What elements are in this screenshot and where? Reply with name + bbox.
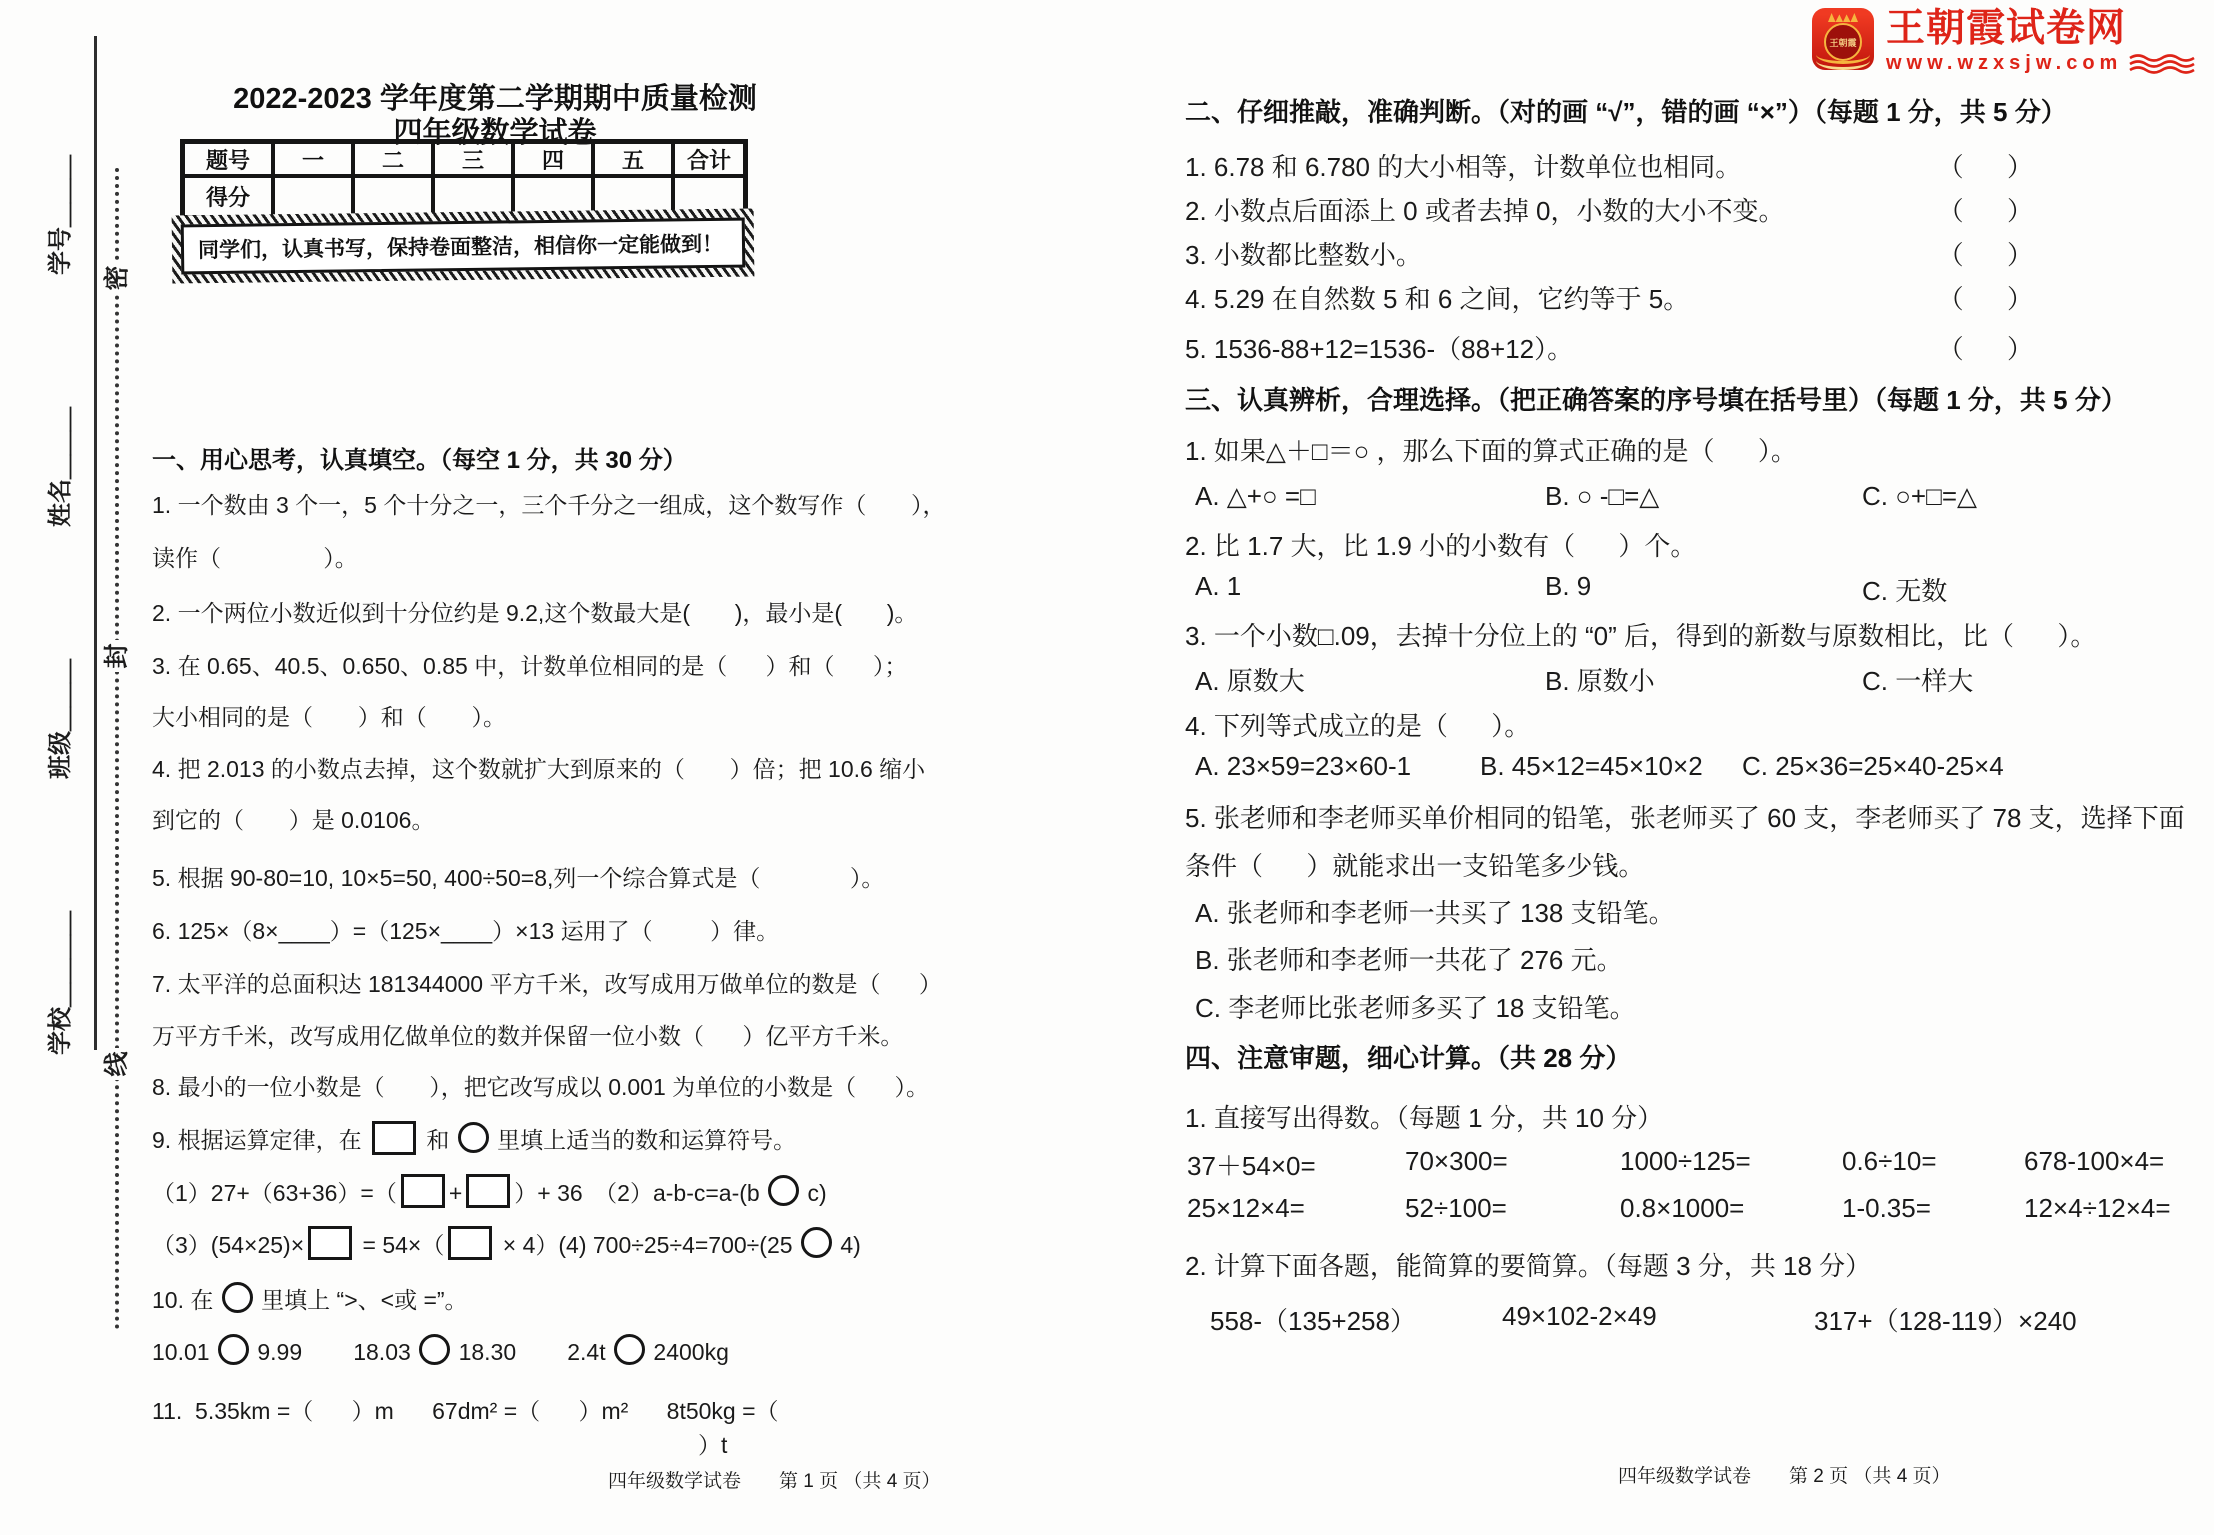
answer-blank: （ ）	[1937, 196, 2033, 226]
fill-q4-line1: 4. 把 2.013 的小数点去掉，这个数就扩大到原来的（ ）倍；把 10.6 缩小	[152, 756, 926, 782]
footer-doc-title: 四年级数学试卷	[608, 1471, 742, 1492]
choice-q4-stem: 4. 下列等式成立的是（ ）。	[1185, 711, 1531, 741]
math-expression: 37＋54×0=	[1187, 1151, 1316, 1181]
fill-q10-intro	[152, 1282, 468, 1315]
section1-heading: 一、用心思考，认真填空。（每空 1 分，共 30 分）	[152, 447, 687, 474]
calc-part1-label: 1. 直接写出得数。（每题 1 分，共 10 分）	[1185, 1103, 1664, 1133]
choice-q5-option-c: C. 李老师比张老师多买了 18 支铅笔。	[1195, 993, 1636, 1023]
math-expression: 1000÷125=	[1620, 1146, 1751, 1176]
choice-q3-stem: 3. 一个小数□.09，去掉十分位上的 “0” 后，得到的新数与原数相比，比（ ）。	[1185, 621, 2097, 651]
math-expression: 70×300=	[1405, 1146, 1508, 1176]
q9-row1-text: +	[448, 1180, 463, 1206]
circle-blank-icon	[222, 1282, 253, 1313]
fill-q3-line1: 3. 在 0.65、40.5、0.650、0.85 中，计数单位相同的是（ ）和（ ）；	[152, 653, 908, 679]
judge-item	[1185, 235, 2033, 272]
choice-q1-options	[1185, 481, 2145, 512]
choice-q5-line1: 5. 张老师和李老师买单价相同的铅笔，张老师买了 60 支，李老师买了 78 支，选择下面	[1185, 803, 2185, 833]
circle-blank-icon	[458, 1122, 489, 1153]
math-expression: 558-（135+258）	[1210, 1306, 1416, 1336]
choice-q5-option-a: A. 张老师和李老师一共买了 138 支铅笔。	[1195, 898, 1675, 928]
q10-intro-text: 10. 在	[152, 1287, 220, 1313]
square-blank-icon	[372, 1121, 416, 1155]
choice-q5-option-b: B. 张老师和李老师一共花了 276 元。	[1195, 945, 1623, 975]
footer-doc-title: 四年级数学试卷	[1618, 1466, 1752, 1487]
exam-title-line2: 四年级数学试卷	[393, 117, 597, 149]
fill-q4-line2: 到它的（ ）是 0.0106。	[152, 807, 435, 833]
school-field: 学校＿＿＿＿	[46, 911, 74, 1055]
judge-text: 5. 1536-88+12=1536-（88+12）。	[1185, 334, 1574, 364]
choice-q2-stem: 2. 比 1.7 大，比 1.9 小的小数有（ ）个。	[1185, 531, 1697, 561]
math-expression: 317+（128-119）×240	[1814, 1306, 2077, 1336]
math-expression: 678-100×4=	[2024, 1146, 2165, 1176]
score-table-header-cell: 五	[593, 142, 673, 176]
fill-q6: 6. 125×（8×____）=（125×____）×13 运用了（ ）律。	[152, 918, 780, 944]
choice-q2-options	[1185, 571, 2145, 608]
answer-blank: （ ）	[1937, 284, 2033, 314]
score-table-header-cell: 题号	[183, 142, 273, 176]
footer-page-number: 第 1 页 （共 4 页）	[779, 1471, 941, 1492]
judge-item	[1185, 329, 2033, 366]
square-blank-icon	[466, 1174, 510, 1208]
choice-q1-stem: 1. 如果△＋□＝○ ，那么下面的算式正确的是（ ）。	[1185, 436, 1797, 466]
notice-text: 同学们，认真书写，保持卷面整洁，相信你一定能做到！	[181, 218, 746, 275]
option-a: A. 1	[1195, 571, 1242, 601]
square-blank-icon	[448, 1226, 492, 1260]
fill-q9-intro	[152, 1121, 796, 1155]
seal-dotted-line	[115, 168, 119, 1330]
fill-q11-tail: ）t	[698, 1432, 728, 1458]
q10-compare-text: 2400kg	[647, 1339, 729, 1365]
judge-item	[1185, 191, 2033, 228]
judge-text: 4. 5.29 在自然数 5 和 6 之间，它约等于 5。	[1185, 284, 1690, 314]
q9-row1-text: （1）27+（63+36）=（	[152, 1180, 397, 1206]
square-blank-icon	[308, 1226, 352, 1260]
q10-compare-text: 9.99 18.03	[250, 1339, 418, 1365]
answer-blank: （ ）	[1937, 152, 2033, 182]
score-table-header-cell: 三	[433, 142, 513, 176]
math-expression: 25×12×4=	[1187, 1193, 1305, 1223]
fill-q5: 5. 根据 90-80=10, 10×5=50, 400÷50=8,列一个综合算式是（ ）。	[152, 865, 885, 891]
simplify-expressions-row	[1185, 1301, 2160, 1338]
option-b: B. 9	[1545, 571, 1592, 601]
q9-intro-text: 里填上适当的数和运算符号。	[490, 1127, 797, 1153]
judge-text: 1. 6.78 和 6.780 的大小相等，计数单位也相同。	[1185, 152, 1742, 182]
q10-compare-text: 18.30 2.4t	[452, 1339, 613, 1365]
q9-row2-text: 4)	[833, 1232, 861, 1258]
score-table-header-cell: 一	[273, 142, 353, 176]
score-table-header-cell: 二	[353, 142, 433, 176]
score-table-header-cell: 四	[513, 142, 593, 176]
judge-item	[1185, 279, 2033, 316]
fill-q8: 8. 最小的一位小数是（ ），把它改写成以 0.001 为单位的小数是（ ）。	[152, 1074, 929, 1100]
site-name: 王朝霞试卷网	[1886, 7, 2127, 50]
option-b: B. 45×12=45×10×2	[1480, 751, 1703, 781]
seal-char-xian: 线	[101, 1048, 133, 1080]
notice-box	[172, 208, 755, 283]
section2-heading: 二、仔细推敲，准确判断。（对的画 “√”，错的画 “×”）（每题 1 分，共 5 分）	[1185, 97, 2067, 127]
exam-title-line1: 2022-2023 学年度第二学期期中质量检测	[233, 83, 757, 115]
q9-row1-text: ）+ 36 （2）a-b-c=a-(b	[514, 1180, 767, 1206]
circle-blank-icon	[801, 1227, 832, 1258]
fill-q3-line2: 大小相同的是（ ）和（ ）。	[152, 704, 506, 730]
circle-blank-icon	[419, 1334, 450, 1365]
judge-text: 3. 小数都比整数小。	[1185, 240, 1422, 270]
choice-q4-options	[1185, 751, 2145, 782]
option-b: B. ○ -□=△	[1545, 481, 1660, 511]
math-expression: 1-0.35=	[1842, 1193, 1931, 1223]
option-c: C. 无数	[1862, 576, 1948, 606]
square-blank-icon	[401, 1174, 445, 1208]
score-empty-cell	[273, 176, 353, 217]
fill-q1-line1: 1. 一个数由 3 个一，5 个十分之一，三个千分之一组成，这个数写作（ ），	[152, 492, 946, 518]
student-info-fields	[40, 155, 74, 1055]
answer-blank: （ ）	[1937, 240, 2033, 270]
q9-row2-text: × 4）(4) 700÷25÷4=700÷(25	[496, 1232, 799, 1258]
exam-page-1	[150, 0, 946, 1535]
medal-icon: 王朝霞	[1824, 23, 1862, 61]
option-c: C. 25×36=25×40-25×4	[1742, 751, 2004, 781]
page1-footer	[608, 1466, 941, 1493]
math-expression: 0.6÷10=	[1842, 1146, 1937, 1176]
score-label-cell: 得分	[183, 176, 273, 217]
math-expression: 0.8×1000=	[1620, 1193, 1745, 1223]
judge-text: 2. 小数点后面添上 0 或者去掉 0，小数的大小不变。	[1185, 196, 1785, 226]
section4-heading: 四、注意审题，细心计算。（共 28 分）	[1185, 1043, 1632, 1073]
score-table-header-cell: 合计	[673, 142, 745, 176]
q10-compare-text: 10.01	[152, 1339, 216, 1365]
q9-row2-text: = 54×（	[356, 1232, 445, 1258]
circle-blank-icon	[614, 1334, 645, 1365]
seal-char-feng: 封	[101, 640, 133, 672]
fill-q9-row1	[152, 1174, 827, 1208]
class-field: 班级＿＿＿	[46, 659, 74, 779]
page-fold-line	[94, 36, 97, 1050]
circle-blank-icon	[218, 1334, 249, 1365]
option-c: C. 一样大	[1862, 666, 1974, 696]
q9-intro-text: 9. 根据运算定律，在	[152, 1127, 368, 1153]
section3-heading: 三、认真辨析，合理选择。（把正确答案的序号填在括号里）（每题 1 分，共 5 分）	[1185, 385, 2127, 415]
mental-math-row1	[1187, 1146, 2165, 1183]
math-expression: 12×4÷12×4=	[2024, 1193, 2171, 1223]
option-b: B. 原数小	[1545, 666, 1655, 696]
score-table	[180, 139, 748, 220]
fill-q11: 11. 5.35km =（ ）m 67dm² =（ ）m² 8t50kg =（	[152, 1398, 779, 1424]
page2-footer	[1618, 1461, 1951, 1488]
q10-intro-text: 里填上 “>、<或 =”。	[254, 1287, 468, 1313]
option-a: A. 原数大	[1195, 666, 1305, 696]
option-c: C. ○+□=△	[1862, 481, 1977, 511]
fill-q7-line2: 万平方千米，改写成用亿做单位的数并保留一位小数（ ）亿平方千米。	[152, 1023, 904, 1049]
circle-blank-icon	[768, 1175, 799, 1206]
q9-row2-text: （3）(54×25)×	[152, 1232, 305, 1258]
footer-page-number: 第 2 页 （共 4 页）	[1789, 1466, 1951, 1487]
choice-q3-options	[1185, 661, 2145, 698]
choice-q5-line2: 条件（ ）就能求出一支铅笔多少钱。	[1185, 851, 1645, 881]
option-a: A. △+○ =□	[1195, 481, 1316, 511]
student-id-field: 学号＿＿＿	[46, 155, 74, 275]
score-empty-cell	[353, 176, 433, 217]
answer-blank: （ ）	[1937, 334, 2033, 364]
math-expression: 49×102-2×49	[1502, 1301, 1657, 1331]
option-a: A. 23×59=23×60-1	[1195, 751, 1412, 781]
site-url: www.wzxsjw.com	[1886, 52, 2123, 74]
q9-intro-text: 和	[419, 1127, 456, 1153]
fill-q1-line2: 读作（ ）。	[152, 545, 358, 571]
math-expression: 52÷100=	[1405, 1193, 1507, 1223]
seal-char-mi: 密	[101, 262, 133, 294]
fill-q2: 2. 一个两位小数近似到十分位约是 9.2,这个数最大是( )，最小是( )。	[152, 600, 918, 626]
fill-q9-row2	[152, 1226, 861, 1260]
exam-page-2	[1185, 0, 2185, 1535]
q9-row1-text: c)	[801, 1180, 827, 1206]
fill-q10-values	[152, 1334, 729, 1366]
mental-math-row2	[1187, 1193, 2171, 1224]
name-field: 姓名＿＿＿	[46, 407, 74, 527]
calc-part2-label: 2. 计算下面各题，能简算的要简算。（每题 3 分，共 18 分）	[1185, 1251, 1872, 1281]
fill-q7-line1: 7. 太平洋的总面积达 181344000 平方千米，改写成用万做单位的数是（ ）	[152, 971, 942, 997]
judge-item	[1185, 147, 2033, 184]
